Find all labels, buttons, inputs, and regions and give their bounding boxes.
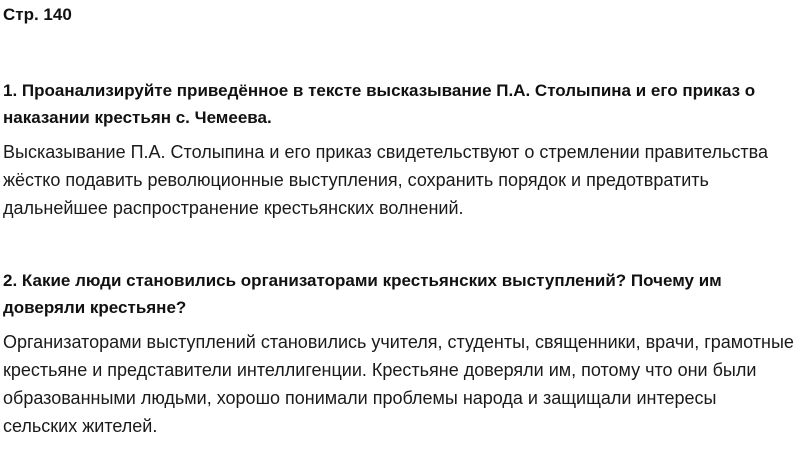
page-number: Стр. 140 <box>3 5 72 24</box>
question-1: 1. Проанализируйте приведённое в тексте высказывание П.А. Столыпина и его приказ о наказании крестьян с. Чемеева. <box>3 81 756 127</box>
answer-2: Организаторами выступлений становились учителя, студенты, священники, врачи, грамотные крестьяне и представители интеллигенции. Крестьяне доверяли им, потому что они были образованными людьми, хорошо понимали проблемы народа и защищали интересы сельских жителей. <box>3 332 794 436</box>
answer-1: Высказывание П.А. Столыпина и его приказ свидетельствуют о стремлении правительства жёстко подавить революционные выступления, сохранить порядок и предотвратить дальнейшее распространение крестьянских волнений. <box>3 142 768 218</box>
question-2: 2. Какие люди становились организаторами крестьянских выступлений? Почему им доверяли крестьяне? <box>3 271 722 317</box>
